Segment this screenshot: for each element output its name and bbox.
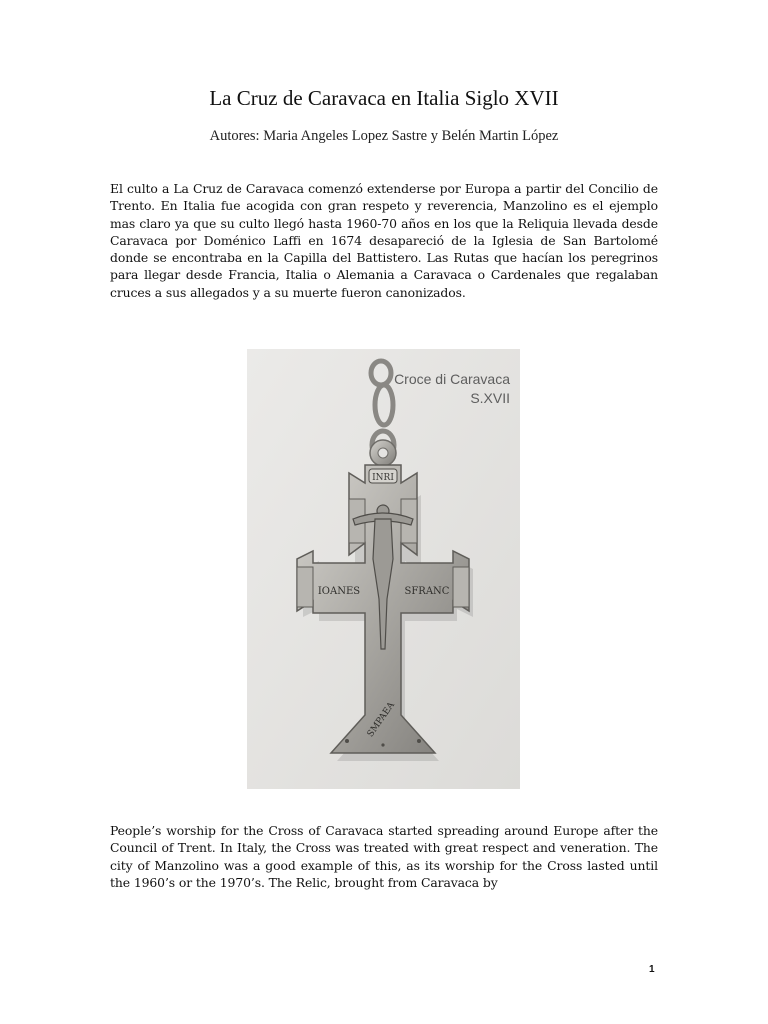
document-title: La Cruz de Caravaca en Italia Siglo XVII xyxy=(209,86,559,110)
caption-line-1: Croce di Caravaca xyxy=(394,371,510,387)
paragraph-english: People’s worship for the Cross of Caravaca started spreading around Europe after the Council of Trent. In Italy, the Cross was treated with great respect and veneration. The city of Manzolino was a good example of this, as its worship for the Cross lasted until the 1960’s or the 1970’s. The Relic, brought from Caravaca by xyxy=(110,823,658,890)
page-number: 1 xyxy=(649,964,655,975)
document-authors: Autores: Maria Angeles Lopez Sastre y Belén Martin López xyxy=(209,128,559,144)
cross-photo xyxy=(247,349,520,789)
inscription-ioanes: IOANES xyxy=(317,586,361,597)
inscription-sfranc: SFRANC xyxy=(404,586,450,597)
caravaca-cross-image xyxy=(247,349,520,789)
caption-line-2: S.XVII xyxy=(470,390,510,406)
photo-caption xyxy=(394,370,510,408)
inscription-inri: INRI xyxy=(372,473,394,483)
paragraph-spanish: El culto a La Cruz de Caravaca comenzó extenderse por Europa a partir del Concilio de Trento. En Italia fue acogida con gran respeto y reverencia, Manzolino es el ejemplo mas claro ya que su culto llegó hasta 1960-70 años en los que la Reliquia llevada desde Caravaca por Doménico Laffi en 1674 desapareció de la Iglesia de San Bartolomé donde se encontraba en la Capilla del Battistero. Las Rutas que hacían los peregrinos para llegar desde Francia, Italia o Alemania a Caravaca o Cardenales que regalaban cruces a sus allegados y a su muerte fueron canonizados. xyxy=(110,181,658,300)
inscription-base: SMPAEA xyxy=(365,700,397,740)
